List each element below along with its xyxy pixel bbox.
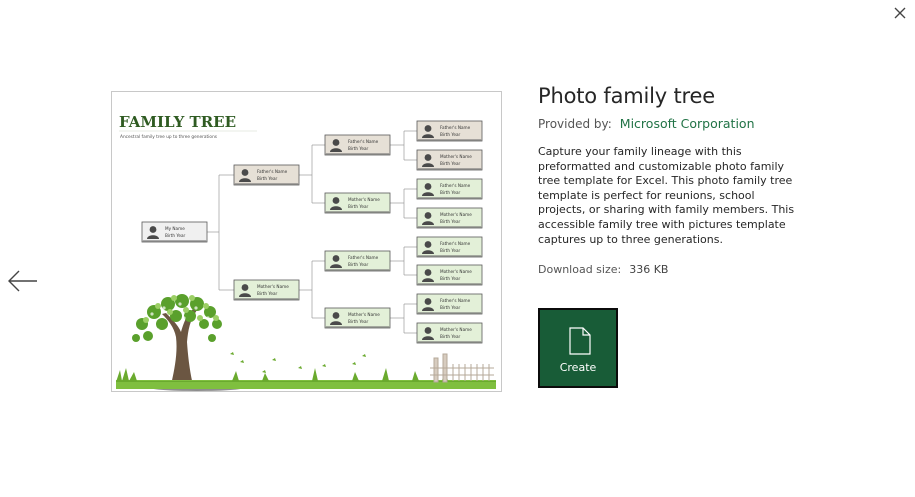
person-box-parent — [234, 165, 299, 185]
person-box-me — [142, 222, 207, 242]
download-size-label: Download size: — [538, 263, 622, 277]
template-details — [538, 84, 898, 276]
person-birth-year: Birth Year — [257, 291, 278, 296]
download-size — [538, 263, 898, 276]
person-box-great-grandparent — [417, 179, 482, 199]
template-description: Capture your family lineage with this preformatted and customizable photo family tree template for Excel. This photo family tree template is perfect for reunions, school projects, or sharing with family members. This accessible family tree with pictures template captures up to three generations. — [538, 145, 795, 246]
person-birth-year: Birth Year — [348, 319, 369, 324]
provider-name: Microsoft Corporation — [619, 116, 755, 131]
person-name: Father's Name — [348, 255, 379, 260]
preview-heading: FAMILY TREE — [119, 113, 237, 131]
person-name: Mother's Name — [257, 284, 289, 289]
person-name: Mother's Name — [440, 154, 472, 159]
person-birth-year: Birth Year — [348, 146, 369, 151]
person-name: Mother's Name — [348, 312, 380, 317]
template-preview — [111, 91, 502, 392]
person-box-great-grandparent — [417, 208, 482, 228]
person-birth-year: Birth Year — [440, 276, 461, 281]
back-button[interactable] — [6, 266, 40, 296]
person-name: Mother's Name — [440, 327, 472, 332]
person-name: Father's Name — [440, 241, 471, 246]
tree-illustration — [132, 294, 247, 391]
family-tree-preview-image — [112, 92, 501, 391]
person-birth-year: Birth Year — [440, 248, 461, 253]
person-name: My Name — [165, 226, 185, 231]
person-name: Father's Name — [440, 298, 471, 303]
download-size-value: 336 KB — [629, 263, 669, 277]
person-box-great-grandparent — [417, 323, 482, 343]
person-name: Mother's Name — [440, 269, 472, 274]
create-button-label: Create — [559, 361, 597, 374]
person-birth-year: Birth Year — [257, 176, 278, 181]
grass-illustration — [116, 352, 496, 389]
preview-subheading: Ancestral family tree up to three generations — [120, 135, 218, 140]
person-birth-year: Birth Year — [440, 190, 461, 195]
template-title: Photo family tree — [538, 84, 715, 108]
person-box-great-grandparent — [417, 294, 482, 314]
person-birth-year: Birth Year — [440, 161, 461, 166]
person-name: Father's Name — [348, 139, 379, 144]
document-icon — [569, 327, 591, 355]
person-name: Father's Name — [440, 125, 471, 130]
person-box-grandparent — [325, 135, 390, 155]
fence-illustration — [430, 354, 494, 382]
person-box-great-grandparent — [417, 265, 482, 285]
provider-line — [538, 116, 898, 131]
person-box-grandparent — [325, 308, 390, 328]
person-birth-year: Birth Year — [440, 219, 461, 224]
provided-by-label: Provided by: — [538, 117, 612, 131]
person-birth-year: Birth Year — [165, 233, 186, 238]
person-birth-year: Birth Year — [348, 204, 369, 209]
person-birth-year: Birth Year — [440, 132, 461, 137]
person-name: Father's Name — [257, 169, 288, 174]
person-name: Father's Name — [440, 183, 471, 188]
person-birth-year: Birth Year — [348, 262, 369, 267]
person-name: Mother's Name — [440, 212, 472, 217]
person-box-parent — [234, 280, 299, 300]
person-box-grandparent — [325, 193, 390, 213]
person-box-grandparent — [325, 251, 390, 271]
close-button[interactable] — [889, 2, 911, 24]
create-button[interactable] — [538, 308, 618, 388]
person-birth-year: Birth Year — [440, 334, 461, 339]
arrow-left-icon — [6, 266, 40, 296]
person-box-great-grandparent — [417, 121, 482, 141]
tree-connectors — [207, 131, 417, 333]
close-icon — [889, 2, 911, 24]
person-box-great-grandparent — [417, 237, 482, 257]
person-name: Mother's Name — [348, 197, 380, 202]
person-box-great-grandparent — [417, 150, 482, 170]
person-birth-year: Birth Year — [440, 305, 461, 310]
